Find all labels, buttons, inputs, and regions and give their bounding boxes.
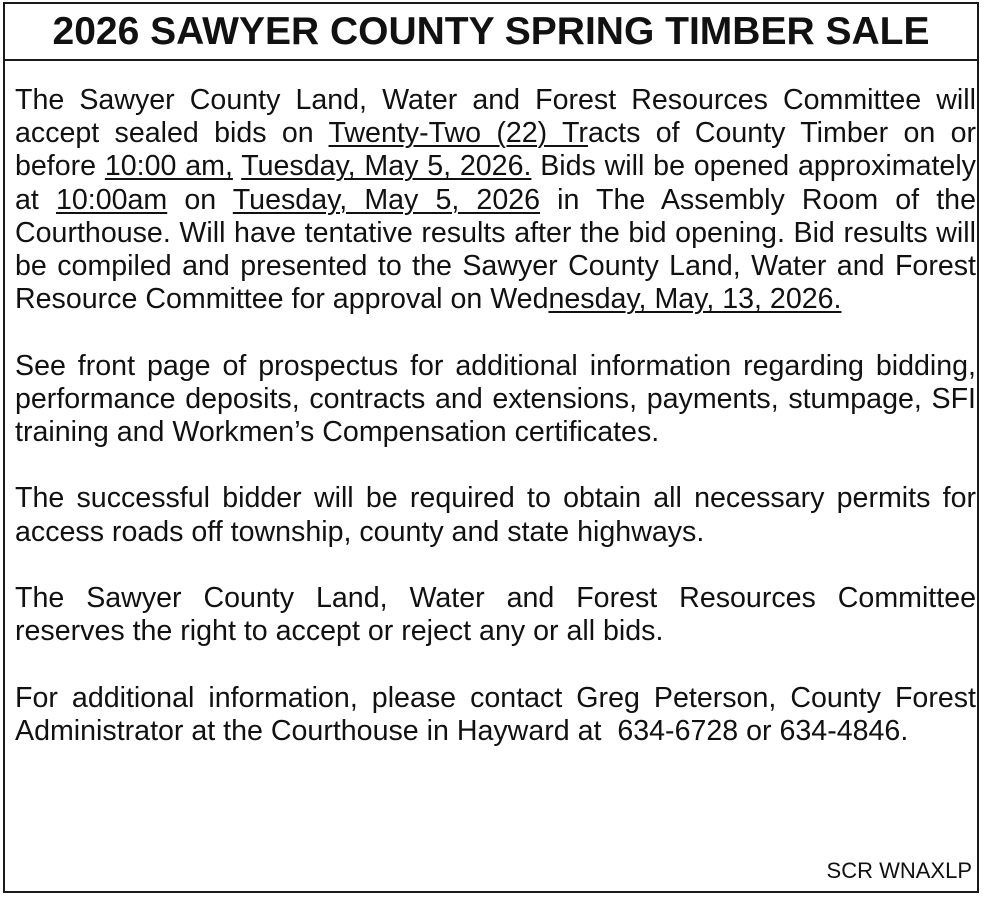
prospectus-paragraph: See front page of prospectus for additional information regarding bidding, performance deposits, contracts and extensions, payments, stumpage, SFI training and Workmen’s Compensation certificates.	[15, 349, 976, 449]
bid-text-5: on	[167, 183, 233, 216]
title-divider	[5, 59, 977, 61]
opening-date: Tuesday, May 5, 2026	[232, 183, 541, 216]
bid-deadline-time: 10:00 am,	[104, 150, 233, 183]
bid-text-4: Bids will be opened approximately at	[15, 150, 976, 216]
bid-text-1: The Sawyer County Land, Water and Forest Resources Committee will accept sealed bids on	[15, 84, 976, 150]
bid-deadline-date: Tuesday, May 5, 2026.	[241, 150, 532, 183]
publication-code: SCR WNAXLP	[826, 858, 972, 883]
rights-paragraph: The Sawyer County Land, Water and Forest Resources Committee reserves the right to accept or reject any or all bids.	[15, 582, 976, 648]
bid-text-2: acts of County Timber on or before	[15, 117, 976, 183]
contact-paragraph: For additional information, please contact Greg Peterson, County Forest Administrator at the Courthouse in Hayward at 634-6728 or 634-4846.	[15, 681, 976, 747]
bid-text-6: in The Assembly Room of the Courthouse. Will have tentative results after the bid opening. Bid results will be compiled and presented to the Sawyer County Land, Water and Forest Resource Committee for approval on Wed	[15, 183, 976, 316]
tract-count: Twenty-Two (22) Tr	[328, 117, 588, 150]
legal-notice	[3, 2, 979, 893]
bid-details-paragraph	[15, 84, 976, 316]
notice-body	[15, 84, 976, 748]
notice-title: 2026 SAWYER COUNTY SPRING TIMBER SALE	[52, 10, 930, 53]
opening-time: 10:00am	[55, 183, 168, 216]
permits-paragraph: The successful bidder will be required to obtain all necessary permits for access roads off township, county and state highways.	[15, 482, 976, 548]
bid-text-3	[233, 150, 241, 182]
approval-date: nesday, May, 13, 2026.	[548, 283, 842, 316]
